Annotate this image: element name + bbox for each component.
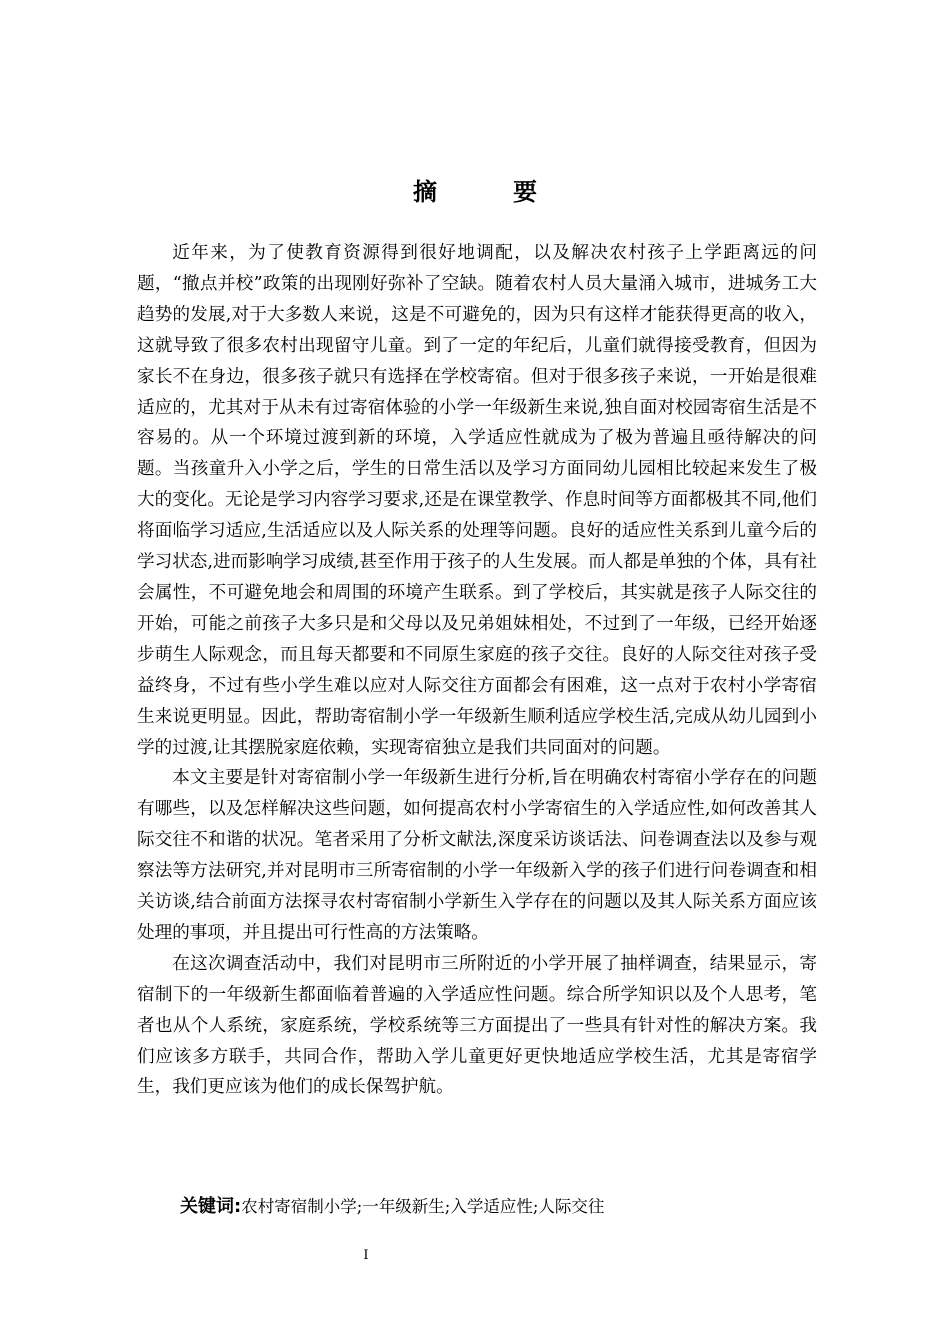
abstract-paragraph-3: 在这次调查活动中，我们对昆明市三所附近的小学开展了抽样调查，结果显示，寄宿制下的一年级新生都面临着普遍的入学适应性问题。综合所学知识以及个人思考，笔者也从个人系统，家庭系统，学校系统等三方面提出了一些具有针对性的解决方案。我们应该多方联手，共同合作，帮助入学儿童更好更快地适应学校生活，尤其是寄宿学生，我们更应该为他们的成长保驾护航。 [137,953,817,1098]
abstract-paragraph-1: 近年来，为了使教育资源得到很好地调配，以及解决农村孩子上学距离远的问题，“撤点并校”政策的出现刚好弥补了空缺。随着农村人员大量涌入城市，进城务工大趋势的发展,对于大多数人来说，这是不可避免的，因为只有这样才能获得更高的收入，这就导致了很多农村出现留守儿童。到了一定的年纪后，儿童们就得接受教育，但因为家长不在身边，很多孩子就只有选择在学校寄宿。但对于很多孩子来说，一开始是很难适应的，尤其对于从未有过寄宿体验的小学一年级新生来说,独自面对校园寄宿生活是不容易的。从一个环境过渡到新的环境，入学适应性就成为了极为普遍且亟待解决的问题。当孩童升入小学之后，学生的日常生活以及学习方面同幼儿园相比较起来发生了极大的变化。无论是学习内容学习要求,还是在课堂教学、作息时间等方面都极其不同,他们将面临学习适应,生活适应以及人际关系的处理等问题。良好的适应性关系到儿童今后的学习状态,进而影响学习成绩,甚至作用于孩子的人生发展。而人都是单独的个体，具有社会属性，不可避免地会和周围的环境产生联系。到了学校后，其实就是孩子人际交往的开始，可能之前孩子大多只是和父母以及兄弟姐妹相处，不过到了一年级，已经开始逐步萌生人际观念，而且每天都要和不同原生家庭的孩子交往。良好的人际交往对孩子受益终身，不过有些小学生难以应对人际交往方面都会有困难，这一点对于农村小学寄宿生来说更明显。因此，帮助寄宿制小学一年级新生顺利适应学校生活,完成从幼儿园到小学的过渡,让其摆脱家庭依赖，实现寄宿独立是我们共同面对的问题。 [137,243,817,758]
abstract-body [137,238,817,1103]
keywords-text: 农村寄宿制小学;一年级新生;入学适应性;人际交往 [241,1197,605,1216]
page-number: I [363,1248,369,1263]
keywords-line [180,1192,604,1222]
abstract-title: 摘 要 [413,178,563,206]
keywords-label: 关键词: [180,1196,242,1217]
abstract-paragraph-2: 本文主要是针对寄宿制小学一年级新生进行分析,旨在明确农村寄宿小学存在的问题有哪些，以及怎样解决这些问题，如何提高农村小学寄宿生的入学适应性,如何改善其人际交往不和谐的状况。笔者采用了分析文献法,深度采访谈话法、问卷调查法以及参与观察法等方法研究,并对昆明市三所寄宿制的小学一年级新入学的孩子们进行问卷调查和相关访谈,结合前面方法探寻农村寄宿制小学新生入学存在的问题以及其人际关系方面应该处理的事项，并且提出可行性高的方法策略。 [137,768,817,943]
